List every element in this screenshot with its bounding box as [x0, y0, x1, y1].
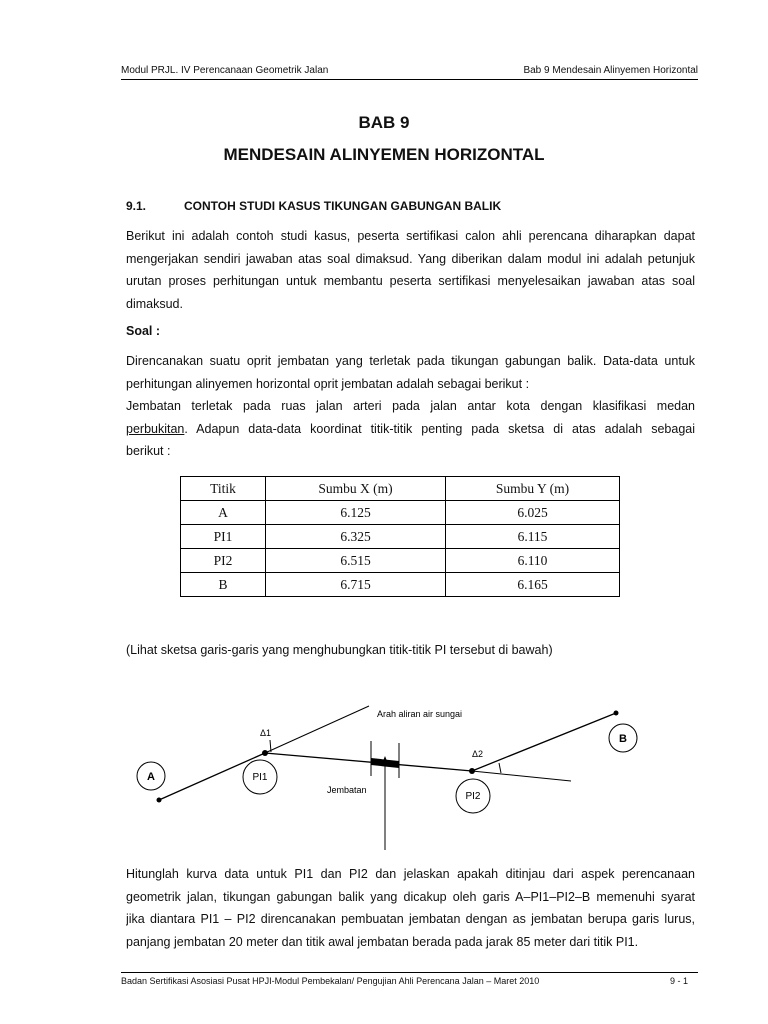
- coordinate-table: [180, 476, 620, 597]
- intro-paragraph: [126, 225, 695, 315]
- extension-line-pi2: [472, 771, 571, 781]
- alignment-sketch: [126, 690, 646, 860]
- soal-line: berikut :: [126, 444, 171, 458]
- table-cell: 6.325: [266, 525, 446, 549]
- sketch-note: (Lihat sketsa garis-garis yang menghubungkan titik-titik PI tersebut di bawah): [126, 643, 553, 657]
- table-cell: A: [181, 501, 266, 525]
- bridge-label: Jembatan: [327, 785, 367, 795]
- table-cell: 6.515: [266, 549, 446, 573]
- intro-line: dimaksud.: [126, 296, 183, 311]
- page-header: [121, 63, 698, 80]
- soal-line: [126, 418, 695, 441]
- soal-line: Jembatan terletak pada ruas jalan arteri pada jalan antar kota dengan klasifikasi medan: [126, 399, 695, 413]
- page-number: 9 - 1: [669, 976, 688, 986]
- chapter-title: MENDESAIN ALINYEMEN HORIZONTAL: [223, 145, 545, 164]
- table-cell: PI1: [181, 525, 266, 549]
- point-a: [157, 798, 162, 803]
- page-footer: [121, 972, 698, 986]
- intro-line: Berikut ini adalah contoh studi kasus, peserta sertifikasi calon ahli perencana diharapkan dapat: [126, 229, 695, 243]
- soal-line: Direncanakan suatu oprit jembatan yang terletak pada tikungan gabungan balik. Data-data untuk: [126, 354, 695, 368]
- label-pi2: PI2: [465, 791, 481, 802]
- question-line: Hitunglah kurva data untuk PI1 dan PI2 dan jelaskan apakah ditinjau dari aspek perencanaan: [126, 867, 695, 881]
- table-cell: PI2: [181, 549, 266, 573]
- delta2-label: Δ2: [472, 749, 484, 759]
- table-cell: 6.165: [446, 573, 620, 597]
- footer-source: Badan Sertifikasi Asosiasi Pusat HPJI-Modul Pembekalan/ Pengujian Ahli Perencana Jalan – Maret 2010: [121, 976, 540, 986]
- table-cell: 6.025: [446, 501, 620, 525]
- point-b: [614, 711, 619, 716]
- soal-label: Soal :: [126, 324, 161, 338]
- terrain-classification: perbukitan: [126, 421, 185, 436]
- table-header-row: [181, 477, 620, 501]
- question-paragraph: [126, 863, 695, 953]
- table-cell: 6.110: [446, 549, 620, 573]
- intro-line: mengerjakan sendiri jawaban atas soal dimaksud. Yang diberikan dalam modul ini adalah petunjuk: [126, 251, 695, 266]
- section-heading: [126, 199, 501, 213]
- table-header: Sumbu Y (m): [446, 477, 620, 501]
- table-header: Titik: [181, 477, 266, 501]
- table-cell: 6.125: [266, 501, 446, 525]
- label-b: B: [619, 733, 627, 745]
- question-line: jika diantara PI1 – PI2 direncanakan pembuatan jembatan dengan as jembatan berupa garis lurus,: [126, 912, 695, 926]
- point-pi1: [262, 750, 268, 756]
- table-row: [181, 525, 620, 549]
- table-cell: 6.115: [446, 525, 620, 549]
- soal-line-rest: . Adapun data-data koordinat titik-titik penting pada sketsa di atas adalah sebagai: [184, 421, 695, 436]
- label-pi1: PI1: [252, 772, 268, 783]
- tangent-pi2-b: [472, 713, 616, 771]
- header-module-title: Modul PRJL. IV Perencanaan Geometrik Jalan: [121, 65, 329, 76]
- table-row: [181, 501, 620, 525]
- soal-paragraph: [126, 350, 695, 463]
- table-cell: B: [181, 573, 266, 597]
- river-label: Arah aliran air sungai: [377, 709, 463, 719]
- header-chapter-title: Bab 9 Mendesain Alinyemen Horizontal: [523, 65, 698, 76]
- question-line: panjang jembatan 20 meter dan titik awal jembatan berada pada jarak 85 meter dari titik PI1.: [126, 934, 639, 949]
- table-row: [181, 549, 620, 573]
- table-cell: 6.715: [266, 573, 446, 597]
- delta2-arc: [499, 763, 501, 773]
- table-row: [181, 573, 620, 597]
- question-line: geometrik jalan, tikungan gabungan balik yang dicakup oleh garis A–PI1–PI2–B memenuhi syarat: [126, 889, 695, 904]
- soal-line: perhitungan alinyemen horizontal oprit jembatan adalah sebagai berikut :: [126, 376, 530, 391]
- section-number: 9.1.: [126, 199, 147, 213]
- label-a: A: [147, 771, 155, 783]
- table-header: Sumbu X (m): [266, 477, 446, 501]
- section-title: CONTOH STUDI KASUS TIKUNGAN GABUNGAN BALIK: [184, 199, 502, 213]
- tangent-pi1-pi2: [265, 753, 472, 771]
- point-pi2: [469, 768, 475, 774]
- chapter-number: BAB 9: [358, 113, 410, 132]
- extension-line-pi1: [265, 706, 369, 753]
- intro-line: urutan proses perhitungan untuk membantu peserta sertifikasi menyelesaikan jawaban atas soal: [126, 274, 695, 288]
- delta1-label: Δ1: [260, 728, 272, 738]
